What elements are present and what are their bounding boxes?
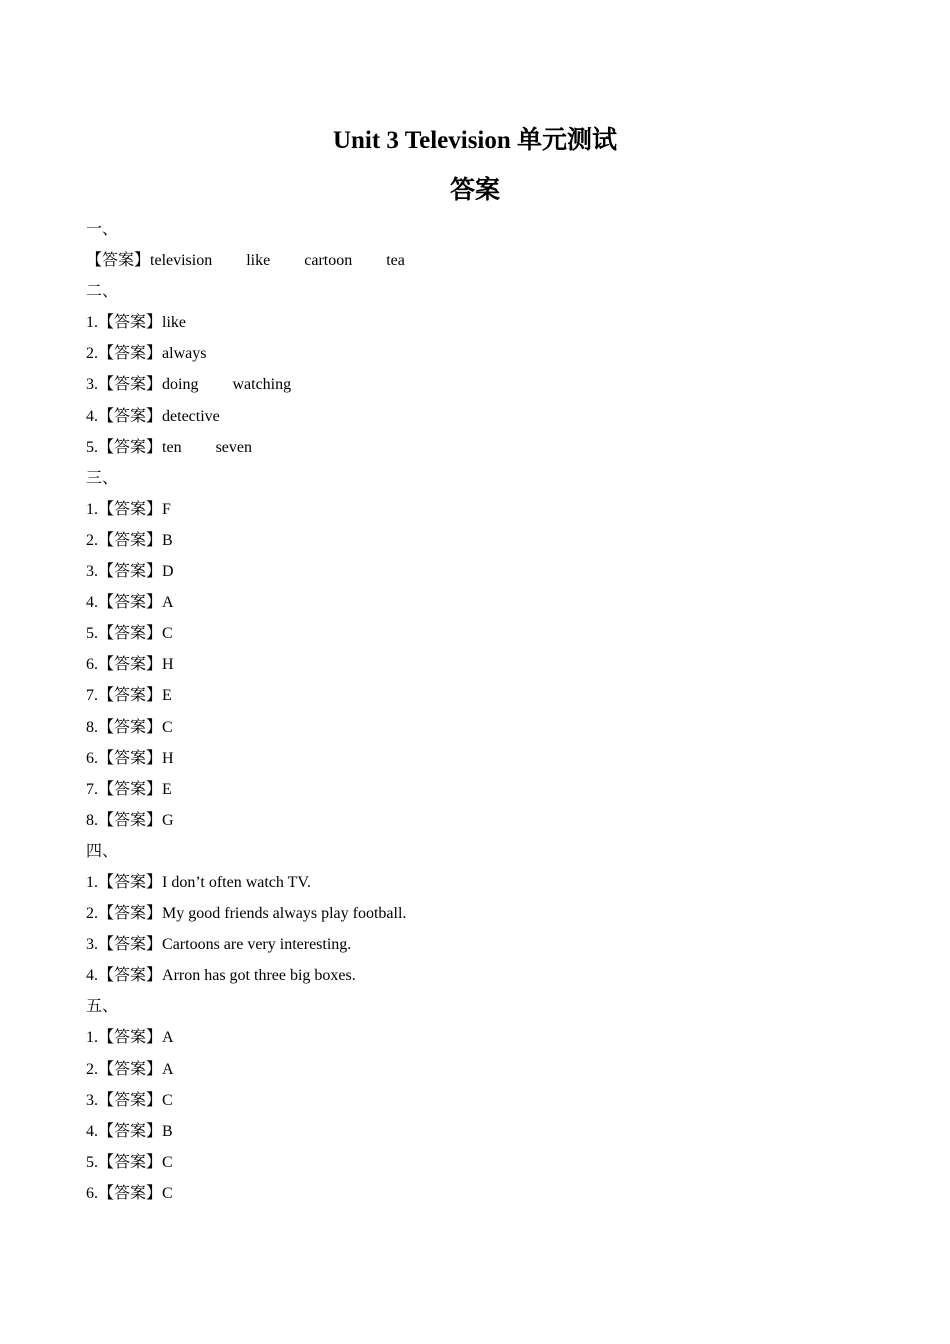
question-number: 4. bbox=[86, 407, 98, 425]
answer-tag: 【答案】 bbox=[86, 252, 151, 270]
answer-text: A bbox=[162, 1060, 174, 1078]
question-number: 1. bbox=[86, 873, 98, 891]
question-number: 1. bbox=[86, 500, 98, 518]
answer-line bbox=[86, 712, 886, 743]
answer-tag: 【答案】 bbox=[98, 438, 163, 456]
answer-tag: 【答案】 bbox=[98, 687, 163, 705]
answer-line bbox=[86, 1178, 886, 1209]
answer-line bbox=[86, 774, 886, 805]
answer-text: television bbox=[150, 252, 213, 270]
question-number: 3. bbox=[86, 563, 98, 581]
answer-line bbox=[86, 680, 886, 711]
question-number: 7. bbox=[86, 780, 98, 798]
answer-text: Arron has got three big boxes. bbox=[162, 967, 356, 985]
answer-line bbox=[86, 1085, 886, 1116]
answer-text: cartoon bbox=[304, 252, 353, 270]
question-number: 2. bbox=[86, 345, 98, 363]
question-number: 2. bbox=[86, 531, 98, 549]
answer-line bbox=[86, 338, 886, 369]
answer-line bbox=[86, 743, 886, 774]
answer-text: C bbox=[162, 1184, 173, 1202]
answer-text: B bbox=[162, 531, 173, 549]
answer-tag: 【答案】 bbox=[98, 905, 163, 923]
answer-text: like bbox=[162, 314, 187, 332]
question-number: 8. bbox=[86, 718, 98, 736]
answer-line bbox=[86, 805, 886, 836]
answer-text: like bbox=[246, 252, 271, 270]
answer-line bbox=[86, 245, 886, 276]
question-number: 2. bbox=[86, 1060, 98, 1078]
question-number: 5. bbox=[86, 1153, 98, 1171]
answer-text: doing bbox=[162, 376, 199, 394]
answer-line bbox=[86, 432, 886, 463]
answer-list bbox=[86, 214, 886, 1209]
answer-tag: 【答案】 bbox=[98, 407, 163, 425]
answer-line bbox=[86, 929, 886, 960]
answer-text: C bbox=[162, 1091, 173, 1109]
question-number: 6. bbox=[86, 1184, 98, 1202]
question-number: 4. bbox=[86, 1122, 98, 1140]
question-number: 5. bbox=[86, 438, 98, 456]
answer-tag: 【答案】 bbox=[98, 718, 163, 736]
answer-tag: 【答案】 bbox=[98, 594, 163, 612]
answer-text: tea bbox=[386, 252, 405, 270]
answer-line bbox=[86, 1116, 886, 1147]
answer-line bbox=[86, 556, 886, 587]
question-number: 2. bbox=[86, 905, 98, 923]
question-number: 3. bbox=[86, 376, 98, 394]
answer-tag: 【答案】 bbox=[98, 314, 163, 332]
question-number: 4. bbox=[86, 967, 98, 985]
answer-tag: 【答案】 bbox=[98, 625, 163, 643]
question-number: 6. bbox=[86, 749, 98, 767]
answer-line bbox=[86, 1022, 886, 1053]
answer-text: always bbox=[162, 345, 207, 363]
answer-tag: 【答案】 bbox=[98, 500, 163, 518]
answer-text: A bbox=[162, 1029, 174, 1047]
answer-line bbox=[86, 960, 886, 991]
question-number: 4. bbox=[86, 594, 98, 612]
answer-tag: 【答案】 bbox=[98, 780, 163, 798]
answer-text: C bbox=[162, 625, 173, 643]
answer-line bbox=[86, 1054, 886, 1085]
answer-text: H bbox=[162, 749, 174, 767]
answer-line bbox=[86, 369, 886, 400]
page-title: Unit 3 Television 单元测试 bbox=[332, 127, 618, 154]
answer-tag: 【答案】 bbox=[98, 1091, 163, 1109]
answer-tag: 【答案】 bbox=[98, 656, 163, 674]
answer-tag: 【答案】 bbox=[98, 345, 163, 363]
answer-line bbox=[86, 525, 886, 556]
answer-line bbox=[86, 867, 886, 898]
answer-text: My good friends always play football. bbox=[162, 905, 407, 923]
answer-line bbox=[86, 898, 886, 929]
question-number: 3. bbox=[86, 936, 98, 954]
section-heading: 五、 bbox=[86, 998, 119, 1016]
section-heading: 一、 bbox=[86, 221, 119, 238]
answer-tag: 【答案】 bbox=[98, 749, 163, 767]
answer-text: E bbox=[162, 687, 172, 705]
answer-tag: 【答案】 bbox=[98, 936, 163, 954]
answer-text: Cartoons are very interesting. bbox=[162, 936, 352, 954]
answer-tag: 【答案】 bbox=[98, 1184, 163, 1202]
answer-text: A bbox=[162, 594, 174, 612]
answer-text: C bbox=[162, 718, 173, 736]
answer-tag: 【答案】 bbox=[98, 1060, 163, 1078]
answer-tag: 【答案】 bbox=[98, 563, 163, 581]
answer-tag: 【答案】 bbox=[98, 873, 163, 891]
answer-text: G bbox=[162, 811, 174, 829]
answer-text: seven bbox=[215, 438, 252, 456]
answer-text: ten bbox=[162, 438, 182, 456]
answer-line bbox=[86, 494, 886, 525]
answer-tag: 【答案】 bbox=[98, 1122, 163, 1140]
page-subtitle: 答案 bbox=[449, 177, 500, 204]
answer-tag: 【答案】 bbox=[98, 811, 163, 829]
answer-text: detective bbox=[162, 407, 220, 425]
answer-text: I don’t often watch TV. bbox=[162, 873, 311, 891]
answer-tag: 【答案】 bbox=[98, 1153, 163, 1171]
question-number: 6. bbox=[86, 656, 98, 674]
answer-tag: 【答案】 bbox=[98, 967, 163, 985]
answer-tag: 【答案】 bbox=[98, 1029, 163, 1047]
question-number: 8. bbox=[86, 811, 98, 829]
question-number: 1. bbox=[86, 1029, 98, 1047]
question-number: 1. bbox=[86, 314, 98, 332]
answer-tag: 【答案】 bbox=[98, 376, 163, 394]
section-heading: 四、 bbox=[86, 842, 119, 860]
answer-text: H bbox=[162, 656, 174, 674]
section-heading: 二、 bbox=[86, 283, 119, 301]
answer-text: C bbox=[162, 1153, 173, 1171]
answer-line bbox=[86, 401, 886, 432]
answer-line bbox=[86, 649, 886, 680]
answer-line bbox=[86, 618, 886, 649]
answer-line bbox=[86, 1147, 886, 1178]
answer-text: watching bbox=[232, 376, 292, 394]
question-number: 5. bbox=[86, 625, 98, 643]
answer-tag: 【答案】 bbox=[98, 531, 163, 549]
answer-text: D bbox=[162, 563, 174, 581]
question-number: 7. bbox=[86, 687, 98, 705]
answer-text: B bbox=[162, 1122, 173, 1140]
section-heading: 三、 bbox=[86, 469, 119, 487]
answer-text: F bbox=[162, 500, 171, 518]
answer-line bbox=[86, 587, 886, 618]
answer-text: E bbox=[162, 780, 172, 798]
question-number: 3. bbox=[86, 1091, 98, 1109]
answer-line bbox=[86, 307, 886, 338]
